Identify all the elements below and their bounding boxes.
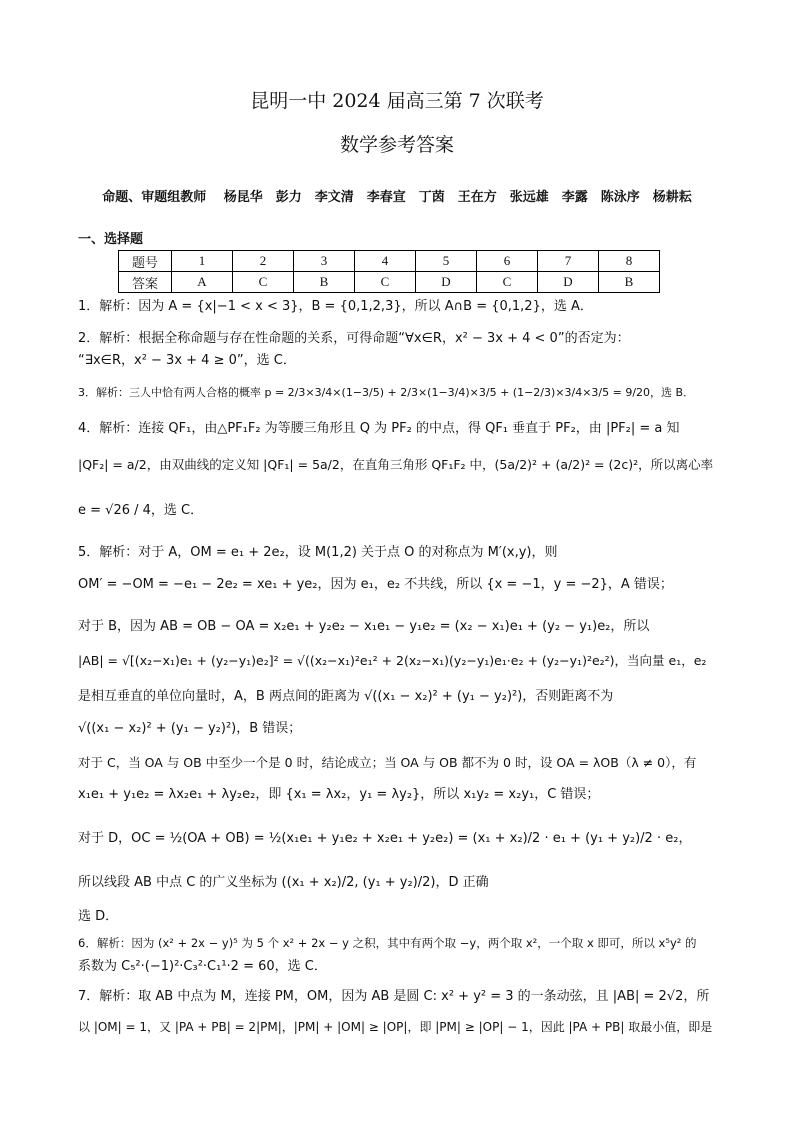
solution-line: |QF₂| = a/2，由双曲线的定义知 |QF₁| = 5a/2，在直角三角形 QF₁F₂ 中，(5a/2)² + (a/2)² = (2c)²，所以离心率 <box>78 457 714 472</box>
solution-line: x₁e₁ + y₁e₂ = λx₂e₁ + λy₂e₂，即 {x₁ = λx₂，y₁ = λy₂}，所以 x₁y₂ = x₂y₁，C 错误； <box>78 787 600 802</box>
table-cell: B <box>294 272 355 293</box>
document-title: 昆明一中 2024 届高三第 7 次联考 <box>250 90 544 112</box>
solution-line: 是相互垂直的单位向量时，A，B 两点间的距离为 √((x₁ − x₂)² + (y₁ − y₂)²)，否则距离不为 <box>78 689 614 704</box>
solution-line: OM′ = −OM = −e₁ − 2e₂ = xe₁ + ye₂，因为 e₁，e₂ 不共线，所以 {x = −1，y = −2}，A 错误； <box>78 577 673 592</box>
solution-line: 对于 C，当 OA 与 OB 中至少一个是 0 时，结论成立；当 OA 与 OB 都不为 0 时，设 OA = λOB（λ ≠ 0），有 <box>78 755 697 770</box>
table-cell: A <box>172 272 233 293</box>
document-subtitle: 数学参考答案 <box>339 134 454 156</box>
table-cell: 7 <box>538 251 599 272</box>
table-cell: C <box>355 272 416 293</box>
solution-line: 选 D． <box>78 909 119 924</box>
table-cell: 5 <box>416 251 477 272</box>
solution-line: 4．解析：连接 QF₁，由△PF₁F₂ 为等腰三角形且 Q 为 PF₂ 的中点，得 QF₁ 垂直于 PF₂，由 |PF₂| = a 知 <box>78 421 680 436</box>
solution-line: |AB| = √[(x₂−x₁)e₁ + (y₂−y₁)e₂]² = √((x₂−x₁)²e₁² + 2(x₂−x₁)(y₂−y₁)e₁·e₂ + (y₂−y₁)²e₂²)，当向量 e₁，e₂ <box>78 653 707 668</box>
table-row <box>119 272 660 293</box>
table-cell: 2 <box>233 251 294 272</box>
row-label: 答案 <box>119 272 172 293</box>
table-cell: D <box>416 272 477 293</box>
table-row <box>119 251 660 272</box>
table-cell: C <box>477 272 538 293</box>
table-cell: 4 <box>355 251 416 272</box>
solution-line: 系数为 C₅²·(−1)²·C₃²·C₁¹·2 = 60，选 C． <box>78 959 327 974</box>
solution-line: 1．解析：因为 A = {x|−1 < x < 3}，B = {0,1,2,3}，所以 A∩B = {0,1,2}，选 A． <box>78 299 593 314</box>
solution-line: e = √26 / 4，选 C． <box>78 503 204 518</box>
solution-line: 所以线段 AB 中点 C 的广义坐标为 ((x₁ + x₂)/2, (y₁ + y₂)/2)，D 正确 <box>78 875 489 890</box>
solution-line: “∃x∈R，x² − 3x + 4 ≥ 0”，选 C． <box>78 353 296 368</box>
section-heading: 一、选择题 <box>78 232 144 247</box>
table-cell: 1 <box>172 251 233 272</box>
solution-line: 以 |OM| = 1，又 |PA + PB| = 2|PM|，|PM| + |OM| ≥ |OP|，即 |PM| ≥ |OP| − 1，因此 |PA + PB| 取最小值，即是 <box>78 1020 713 1034</box>
table-cell: D <box>538 272 599 293</box>
table-cell: 3 <box>294 251 355 272</box>
solution-line: 对于 B，因为 AB = OB − OA = x₂e₁ + y₂e₂ − x₁e₁ − y₁e₂ = (x₂ − x₁)e₁ + (y₂ − y₁)e₂，所以 <box>78 619 650 634</box>
author-list: 命题、审题组教师 杨昆华 彭力 李文清 李春宣 丁茵 王在方 张远雄 李露 陈泳序 杨耕耘 <box>102 190 692 205</box>
solution-line: 2．解析：根据全称命题与存在性命题的关系，可得命题“∀x∈R，x² − 3x + 4 < 0”的否定为： <box>78 331 630 346</box>
solution-line: √((x₁ − x₂)² + (y₁ − y₂)²)，B 错误； <box>78 721 302 736</box>
solution-line: 对于 D，OC = ½(OA + OB) = ½(x₁e₁ + y₁e₂ + x₂e₁ + y₂e₂) = (x₁ + x₂)/2 · e₁ + (y₁ + y₂)/2 · e₂， <box>78 831 692 846</box>
table-cell: C <box>233 272 294 293</box>
table-cell: 6 <box>477 251 538 272</box>
table-cell: B <box>599 272 660 293</box>
solution-line: 7．解析：取 AB 中点为 M，连接 PM，OM，因为 AB 是圆 C: x² + y² = 3 的一条动弦，且 |AB| = 2√2，所 <box>78 989 710 1004</box>
row-label: 题号 <box>119 251 172 272</box>
answer-table <box>118 250 660 293</box>
solution-line: 3．解析：三人中恰有两人合格的概率 p = 2/3×3/4×(1−3/5) + 2/3×(1−3/4)×3/5 + (1−2/3)×3/4×3/5 = 9/20，选 B． <box>78 386 695 399</box>
table-cell: 8 <box>599 251 660 272</box>
solution-line: 6．解析：因为 (x² + 2x − y)⁵ 为 5 个 x² + 2x − y 之积，其中有两个取 −y，两个取 x²，一个取 x 即可，所以 x⁵y² 的 <box>78 936 697 950</box>
solution-line: 5．解析：对于 A，OM = e₁ + 2e₂，设 M(1,2) 关于点 O 的对称点为 M′(x,y)，则 <box>78 545 558 560</box>
